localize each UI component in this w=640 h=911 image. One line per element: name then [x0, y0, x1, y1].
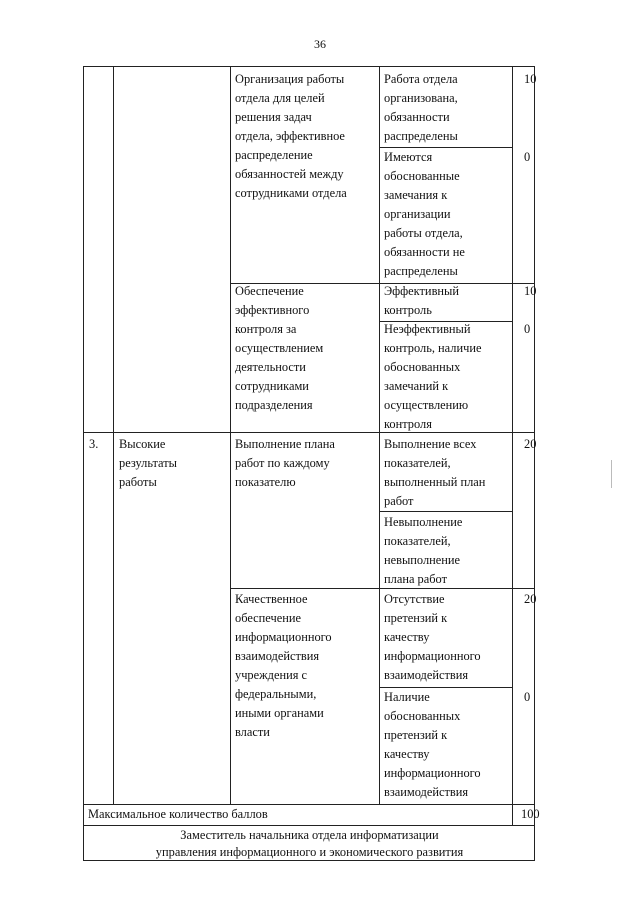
col-line-1: [113, 67, 114, 804]
criterion-cell: Выполнение плана работ по каждому показателю: [235, 437, 335, 489]
score-cell: 20: [524, 437, 537, 451]
criterion-cell: Обеспечение эффективного контроля за осуществлением деятельности сотрудниками подразделения: [235, 284, 324, 412]
criterion-cell: Организация работы отдела для целей решения задач отдела, эффективное распределение обязанностей между сотрудниками отдела: [235, 72, 347, 200]
option-cell: Работа отдела организована, обязанности распределены: [384, 72, 458, 143]
col-line-3: [379, 67, 380, 804]
opt-line-3: [380, 511, 512, 512]
option-cell: Эффективный контроль: [384, 284, 460, 317]
max-score-value: 100: [521, 807, 540, 821]
section-title: Высокие результаты работы: [119, 437, 177, 489]
signature-line-2: управления информационного и экономического развития: [155, 845, 464, 859]
scan-artifact: [611, 460, 612, 488]
option-cell: Неэффективный контроль, наличие обоснованных замечаний к осуществлению контроля: [384, 322, 482, 431]
col-line-2: [230, 67, 231, 804]
option-cell: Невыполнение показателей, невыполнение плана работ: [384, 515, 463, 586]
score-cell: 0: [524, 322, 531, 336]
score-cell: 20: [524, 592, 537, 606]
col-line-4: [512, 67, 513, 825]
section-number: 3.: [89, 437, 99, 451]
criterion-cell: Качественное обеспечение информационного взаимодействия учреждения с федеральными, иными органами власти: [235, 592, 332, 739]
score-cell: 0: [524, 150, 531, 164]
option-cell: Выполнение всех показателей, выполненный план работ: [384, 437, 486, 508]
option-cell: Отсутствие претензий к качеству информационного взаимодействия: [384, 592, 481, 682]
score-cell: 10: [524, 72, 537, 86]
score-cell: 0: [524, 690, 531, 704]
max-score-label: Максимальное количество баллов: [88, 807, 268, 821]
option-cell: Наличие обоснованных претензий к качеству информационного взаимодействия: [384, 690, 481, 799]
criteria-table: [83, 66, 540, 861]
page-number: 36: [314, 37, 326, 51]
signature-line-1: Заместитель начальника отдела информатизации: [180, 828, 439, 842]
option-cell: Имеются обоснованные замечания к организации работы отдела, обязанности не распределены: [384, 150, 465, 278]
score-cell: 10: [524, 284, 537, 298]
